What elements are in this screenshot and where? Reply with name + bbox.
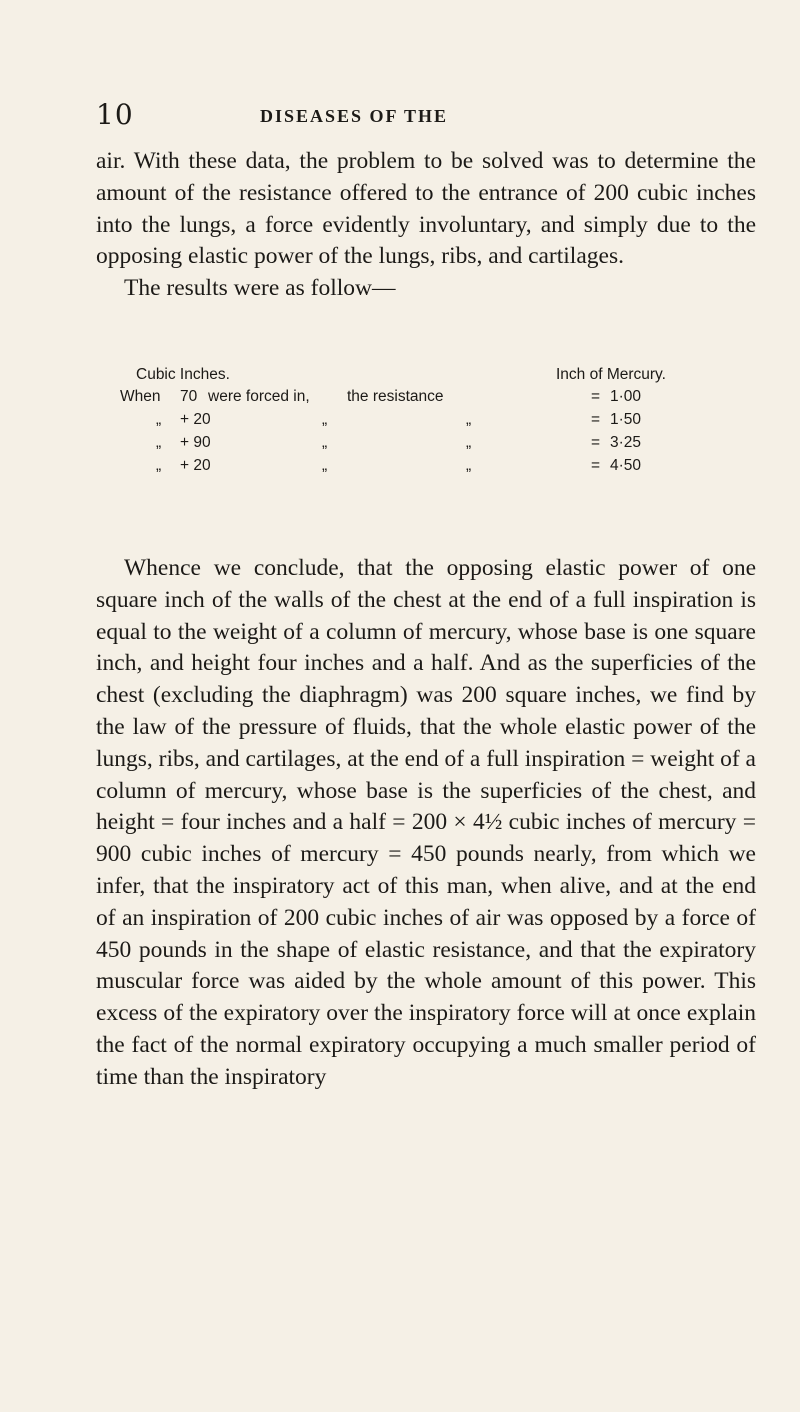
row-value: 1·00 — [610, 388, 642, 405]
row-ditto: „ — [322, 434, 328, 451]
column-header-cubic-inches: Cubic Inches. — [136, 366, 230, 383]
table-row — [96, 457, 756, 480]
row-quantity: 70 — [180, 388, 198, 405]
row-lead: „ — [156, 434, 162, 451]
page-number: 10 — [96, 98, 134, 131]
table-header — [96, 366, 756, 388]
row-equals: = — [591, 388, 601, 405]
row-equals: = — [591, 457, 601, 474]
row-ditto: „ — [466, 434, 472, 451]
row-value: 4·50 — [610, 457, 642, 474]
paragraph-data-problem — [96, 146, 756, 305]
row-lead: „ — [156, 411, 162, 428]
row-quantity: + 20 — [180, 411, 211, 428]
table-row — [96, 434, 756, 457]
running-head: DISEASES OF THE — [260, 106, 449, 126]
row-quantity: + 20 — [180, 457, 211, 474]
row-lead: „ — [156, 457, 162, 474]
row-ditto: „ — [322, 457, 328, 474]
paragraph-text: Whence we conclude, that the opposing elastic power of one square inch of the walls of the chest at the end of a full inspiration is equal to the weight of a column of mercury, whose base is one square inch, and height four inches and a half. And as the superficies of the chest (excluding the diaphragm) was 200 square inches, we find by the law of the pressure of fluids, that the whole elastic power of the lungs, ribs, and cartilages, at the end of a full inspiration = weight of a column of mercury, whose base is the superficies of the chest, and height = four inches and a half = 200 × 4½ cubic inches of mercury = 900 cubic inches of mercury = 450 pounds nearly, from which we infer, that the inspiratory act of this man, when alive, and at the end of an inspiration of 200 cubic inches of air was opposed by a force of 450 pounds in the shape of elastic resistance, and that the expiratory muscular force was aided by the whole amount of this power. This excess of the expiratory over the inspiratory force will at once explain the fact of the normal expiratory occupying a much smaller period of time than the inspiratory — [96, 555, 756, 1090]
paragraph-conclusion — [96, 553, 756, 1094]
row-ditto: „ — [466, 411, 472, 428]
row-phrase-2: the resistance — [347, 388, 444, 405]
row-lead: When — [120, 388, 161, 405]
row-equals: = — [591, 434, 601, 451]
row-phrase: were forced in, — [208, 388, 310, 405]
row-value: 3·25 — [610, 434, 642, 451]
row-equals: = — [591, 411, 601, 428]
resistance-table — [96, 366, 756, 480]
row-ditto: „ — [466, 457, 472, 474]
column-header-inch-of-mercury: Inch of Mercury. — [556, 366, 666, 383]
paragraph-text: air. With these data, the problem to be solved was to determine the amount of the resistance offered to the entrance of 200 cubic inches into the lungs, a force evidently involuntary, and simply due to the opposing elastic power of the lungs, ribs, and cartilages. — [96, 148, 756, 270]
row-ditto: „ — [322, 411, 328, 428]
row-value: 1·50 — [610, 411, 642, 428]
results-intro: The results were as follow— — [124, 275, 396, 302]
table-row — [96, 388, 756, 411]
table-row — [96, 411, 756, 434]
row-quantity: + 90 — [180, 434, 211, 451]
